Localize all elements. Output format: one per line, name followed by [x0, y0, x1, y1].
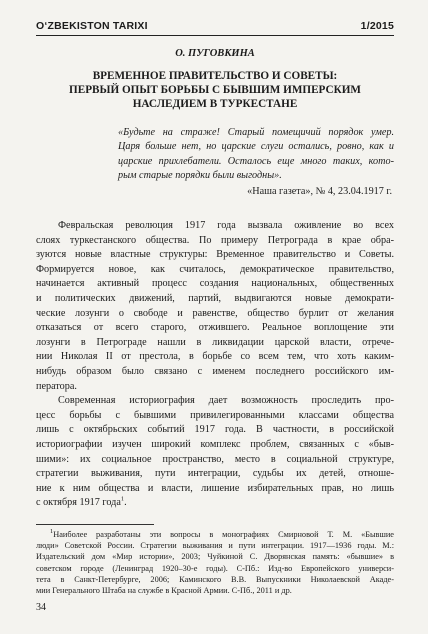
body-line: с октября 1917 года$^1$.: [36, 495, 127, 509]
epigraph-source: «Наша газета», № 4, 23.04.1917 г.: [247, 186, 392, 197]
issue-number: 1/2015: [360, 20, 394, 32]
article-body: [36, 219, 394, 511]
body-line: и политических движений, партий, выдвигаются новые демократи-: [36, 292, 394, 304]
footnote-line: тета в Санкт-Петербурге, 2006; Каминского В.В. Выпускники Николаевской Акаде-: [36, 574, 394, 584]
epigraph-line: рым старые порядки были выгодны».: [118, 170, 282, 182]
epigraph-line: «Будьте на страже! Старый помещичий порядок умер.: [118, 127, 394, 138]
journal-name: O‘ZBEKISTON TARIXI: [36, 20, 148, 32]
body-line: Современная историография дает возможность проследить про-: [58, 395, 394, 407]
body-line: цесс борьбы с бывшими привилегированными классами общества: [36, 409, 394, 421]
body-line: нии Николая II от престола, в борьбе со всем тем, что хоть каким-: [36, 351, 394, 363]
footnote-line: Издательский дом «Мир истории», 2003; Чуйкиной С. Дворянская память: «бывшие» в: [36, 552, 394, 562]
footnote-line: люди» Советской России. Стратегии выживания и пути интеграции. 1917—1936 годы. М.:: [36, 541, 394, 551]
page-number: 34: [36, 602, 46, 613]
footnote-line: советском городе (Ленинград 1920–30-е годы). С-Пб.: Изд-во Европейского универси-: [36, 563, 394, 573]
body-line: стратегии выживания, пути интеграции, судьбы их детей, отноше-: [36, 468, 394, 480]
body-line: лишь с октябрьских событий 1917 года. В частности, в российской: [36, 424, 394, 436]
body-line: шими»: их социальное пространство, место в социальной структуре,: [36, 453, 394, 465]
body-line-text: с октября 1917 года: [36, 497, 121, 509]
body-line: Формируется новое, как считалось, демократическое правительство,: [36, 263, 394, 275]
title-line: ВРЕМЕННОЕ ПРАВИТЕЛЬСТВО И СОВЕТЫ:: [92, 70, 338, 82]
epigraph: [118, 126, 394, 184]
epigraph-line: Царя больше нет, но царские слуги остались, ровно, как и: [118, 141, 394, 153]
running-header: [36, 20, 394, 32]
body-line: ческие лозунги о свободе и равенстве, общество бурлит от желания: [36, 307, 394, 319]
footnote-rule: [36, 524, 154, 525]
body-line: нибудь образом было связано с именем последнего российского им-: [36, 365, 394, 377]
article-author: О. ПУГОВКИНА: [175, 48, 255, 59]
body-line: историографии изучен широкий комплекс проблем, связанных с «быв-: [36, 438, 394, 450]
footnote-line-text: Наиболее разработаны эти вопросы в монографиях Смирновой Т. М. «Бывшие: [53, 530, 394, 539]
body-line: ние к ним общества и власти, лишение избирательных прав, но лишь: [36, 482, 394, 494]
footnote: [36, 529, 394, 596]
body-line: слоях туркестанского общества. По примеру Петрограда в крае обра-: [36, 234, 394, 246]
title-line: ПЕРВЫЙ ОПЫТ БОРЬБЫ С БЫВШИМ ИМПЕРСКИМ: [69, 84, 361, 96]
footnote-line: [36, 529, 394, 540]
epigraph-line: царские прихлебатели. Осталось еще много таких, кото-: [118, 155, 394, 167]
footnote-marker: 1: [50, 528, 54, 536]
body-line: зуются новые властные структуры: Временное правительство и Советы.: [36, 249, 394, 261]
article-title: [52, 69, 378, 111]
body-line: лозунги в Петрограде нашли в ликвидации царской власти, отрече-: [36, 336, 394, 348]
body-line: ператора.: [36, 380, 77, 392]
footnote-reference[interactable]: 1: [120, 495, 125, 503]
title-line: НАСЛЕДИЕМ В ТУРКЕСТАНЕ: [132, 98, 298, 110]
header-rule: [36, 35, 394, 36]
body-line: начинается активный процесс создания национальных, общественных: [36, 278, 394, 290]
body-line: отказаться от всего старого, отжившего. Реальное воплощение эти: [36, 322, 394, 334]
footnote-line: мии Генерального Штаба на службе в Красной Армии. С-Пб., 2011 и др.: [36, 586, 292, 596]
body-line: Февральская революция 1917 года вызвала оживление во всех: [58, 220, 394, 231]
